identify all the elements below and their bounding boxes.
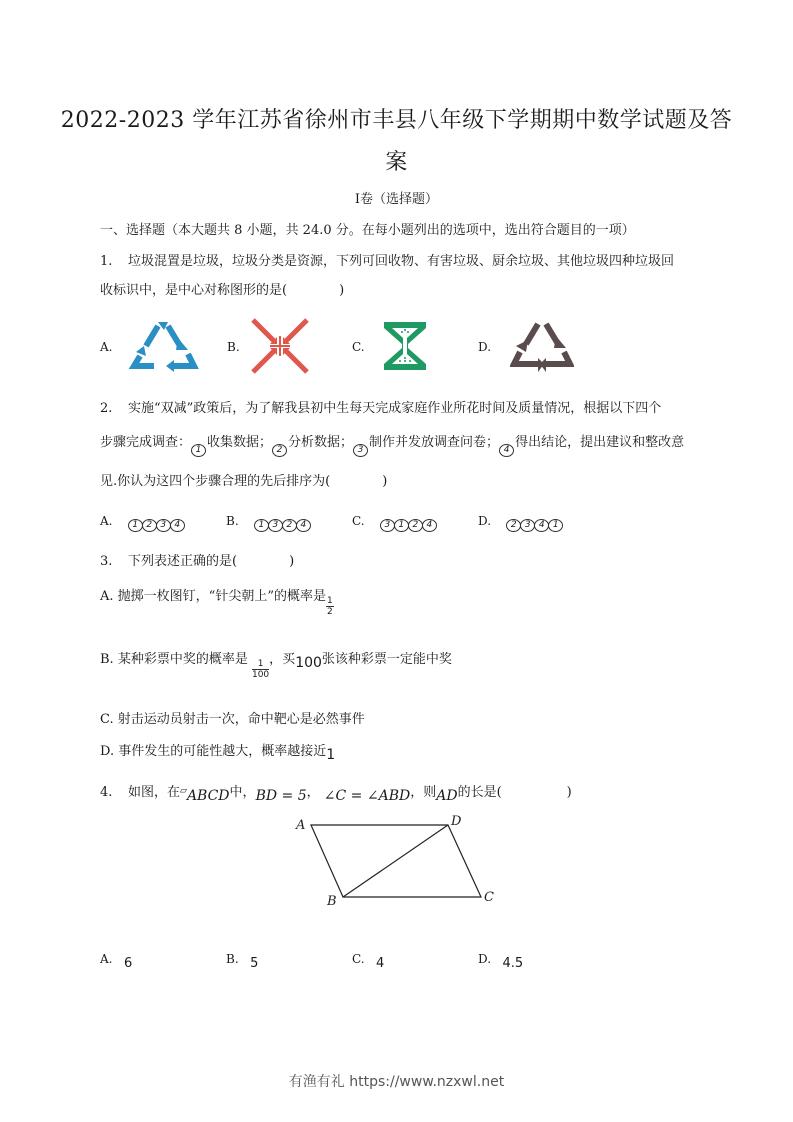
question-text: 中， (229, 785, 256, 800)
question-text: 下列表述正确的是( ) (128, 554, 295, 569)
q3-option-a (100, 585, 334, 617)
q1-option-a-label: A. (100, 340, 113, 354)
q3-option-d (100, 740, 335, 763)
parallelogram-figure (290, 810, 500, 910)
seq-mark: 1 (128, 519, 143, 532)
question-number: 2. (100, 401, 113, 416)
question-1-line1 (100, 250, 674, 269)
question-number: 1. (100, 254, 113, 269)
q4-option-d (478, 952, 523, 971)
option-label: C. (352, 514, 365, 528)
question-text: ， (306, 785, 320, 800)
seq-mark: 4 (534, 519, 549, 532)
section-title: I卷（选择题） (354, 192, 439, 207)
question-text: 如图，在 (128, 785, 181, 800)
other-waste-triangle-icon (510, 318, 574, 374)
math-number: 1 (326, 747, 336, 763)
q1-option-d-label: D. (478, 340, 492, 354)
vertex-label-d: D (451, 814, 462, 829)
document-title-line2: 案 (385, 150, 408, 175)
question-4 (100, 781, 572, 804)
math-equation: BD = 5 (255, 788, 307, 804)
option-label: A. (100, 589, 114, 604)
q4-option-b (226, 952, 258, 971)
option-text: 张该种彩票一定能中奖 (321, 652, 452, 667)
seq-mark: 3 (268, 519, 283, 532)
option-label: A. (100, 952, 113, 966)
option-label: D. (478, 514, 492, 528)
hazardous-cross-arrows-icon (250, 318, 310, 374)
step-marker: 1 (191, 444, 206, 457)
q3-option-b (100, 648, 452, 680)
document-title-line1: 2022-2023 学年江苏省徐州市丰县八年级下学期期中数学试题及答 (60, 108, 733, 133)
seq-mark: 4 (296, 519, 311, 532)
math-number: 100 (295, 655, 322, 671)
step-text: 收集数据； (207, 435, 273, 450)
seq-mark: 1 (548, 519, 563, 532)
q4-option-a (100, 952, 132, 971)
vertex-label-a: A (296, 818, 306, 833)
option-text: 某种彩票中奖的概率是 (117, 652, 248, 667)
frac-num: 1 (252, 659, 269, 670)
part-heading: 一、选择题（本大题共 8 小题，共 24.0 分。在每小题列出的选项中，选出符合题目的一项） (100, 223, 635, 238)
q1-option-c-label: C. (352, 340, 365, 354)
frac-num: 1 (326, 596, 333, 606)
recycle-triangle-icon (128, 318, 200, 374)
option-label: B. (226, 952, 239, 966)
q4-option-c (352, 952, 384, 971)
question-2-line1 (100, 397, 661, 416)
seq-mark: 2 (142, 519, 157, 532)
question-number: 4. (100, 785, 113, 800)
option-label: D. (478, 952, 492, 966)
seq-mark: 1 (394, 519, 409, 532)
option-value: 4 (376, 956, 385, 971)
seq-mark: 4 (422, 519, 437, 532)
option-value: 4.5 (502, 956, 524, 971)
question-1-line2: 收标识中，是中心对称图形的是( ) (100, 283, 345, 298)
option-label: A. (100, 514, 113, 528)
option-label: C. (100, 712, 114, 727)
seq-mark: 3 (380, 519, 395, 532)
question-2-line3: 见.你认为这四个步骤合理的先后排序为( ) (100, 474, 388, 489)
step-text: 制作并发放调查问卷； (369, 435, 500, 450)
fraction-one-hundredth (252, 659, 269, 680)
q2-option-a (100, 514, 184, 532)
option-label: B. (226, 514, 239, 528)
option-value: 5 (250, 956, 259, 971)
seq-mark: 2 (506, 519, 521, 532)
parallelogram-symbol: ▱ (180, 786, 187, 796)
seq-mark: 1 (254, 519, 269, 532)
q2-option-b (226, 514, 310, 532)
q1-option-b-label: B. (227, 340, 240, 354)
option-text: 抛掷一枚图钉，“针尖朝上”的概率是 (117, 589, 326, 604)
vertex-label-b: B (327, 894, 337, 909)
q2-option-c (352, 514, 436, 532)
frac-den: 2 (326, 607, 333, 617)
fraction-one-half (326, 596, 334, 617)
seq-mark: 2 (282, 519, 297, 532)
question-text: ，则 (410, 785, 437, 800)
step-text: 得出结论，提出建议和整改意 (515, 435, 685, 450)
step-marker: 2 (272, 444, 287, 457)
q3-option-c (100, 708, 365, 727)
seq-mark: 3 (520, 519, 535, 532)
q2-option-d (478, 514, 562, 532)
kitchen-hourglass-icon (380, 318, 430, 374)
option-text: ，买 (269, 652, 296, 667)
step-marker: 4 (499, 444, 514, 457)
question-text: 垃圾混置是垃圾，垃圾分类是资源，下列可回收物、有害垃圾、厨余垃圾、其他垃圾四种垃圾回 (128, 254, 675, 269)
footer-watermark: 有渔有礼 https://www.nzxwl.net (288, 1074, 505, 1090)
frac-den: 100 (251, 670, 270, 680)
math-shape: ABCD (186, 788, 230, 804)
option-label: D. (100, 744, 115, 759)
option-text: 事件发生的可能性越大，概率越接近 (118, 744, 327, 759)
vertex-label-c: C (484, 890, 494, 905)
option-text: 射击运动员射击一次，命中靶心是必然事件 (117, 712, 365, 727)
step-text: 分析数据； (288, 435, 354, 450)
seq-mark: 4 (170, 519, 185, 532)
step-marker: 3 (353, 444, 368, 457)
option-label: B. (100, 652, 114, 667)
math-equation: ∠C = ∠ABD (323, 788, 411, 804)
question-text: 实施“双减”政策后，为了解我县初中生每天完成家庭作业所花时间及质量情况，根据以下四个 (128, 401, 662, 416)
math-segment: AD (436, 788, 458, 804)
seq-mark: 2 (408, 519, 423, 532)
seq-mark: 3 (156, 519, 171, 532)
steps-prefix: 步骤完成调查： (100, 435, 192, 450)
option-value: 6 (123, 956, 133, 971)
question-text: 的长是( ) (457, 785, 572, 800)
option-label: C. (352, 952, 365, 966)
question-3 (100, 550, 294, 569)
question-number: 3. (100, 554, 113, 569)
question-2-line2 (100, 431, 684, 457)
